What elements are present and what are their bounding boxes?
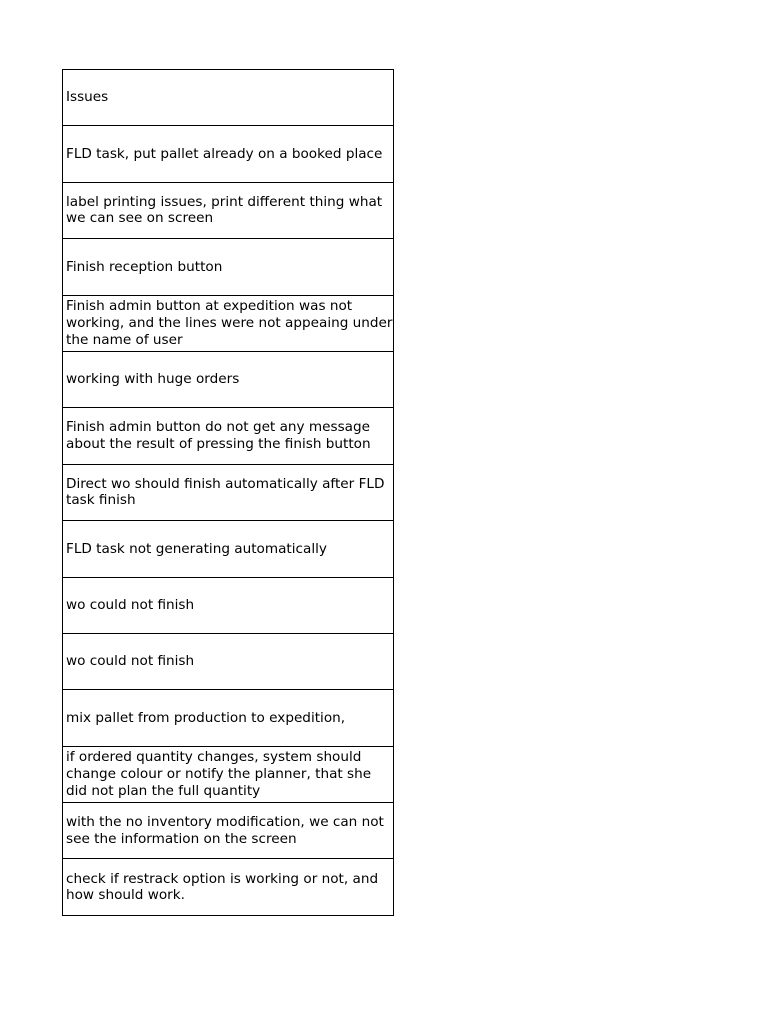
table-cell[interactable]: Direct wo should finish automatically after FLD task finish — [63, 464, 394, 520]
table-row — [63, 521, 394, 577]
table-row — [63, 859, 394, 915]
table-row — [63, 408, 394, 464]
table-row — [63, 577, 394, 633]
header-cell-issues[interactable]: Issues — [63, 70, 394, 126]
table-row — [63, 464, 394, 520]
table-row — [63, 746, 394, 802]
table-cell[interactable]: Finish admin button do not get any message about the result of pressing the finish button — [63, 408, 394, 464]
table-row — [63, 126, 394, 182]
table-row — [63, 182, 394, 238]
table-row — [63, 295, 394, 351]
table-cell[interactable]: Finish reception button — [63, 239, 394, 295]
table-cell[interactable]: check if restrack option is working or not, and how should work. — [63, 859, 394, 915]
table-row — [63, 690, 394, 746]
table-cell[interactable]: wo could not finish — [63, 577, 394, 633]
table-cell[interactable]: FLD task, put pallet already on a booked place — [63, 126, 394, 182]
issues-table — [62, 69, 394, 916]
table-cell[interactable]: with the no inventory modification, we can not see the information on the screen — [63, 803, 394, 859]
table-row-header — [63, 70, 394, 126]
table-row — [63, 633, 394, 689]
table-row — [63, 239, 394, 295]
table-cell[interactable]: Finish admin button at expedition was not working, and the lines were not appeaing under the name of user — [63, 295, 394, 351]
table-cell[interactable]: wo could not finish — [63, 633, 394, 689]
table-cell[interactable]: if ordered quantity changes, system should change colour or notify the planner, that she did not plan the full quantity — [63, 746, 394, 802]
table-cell[interactable]: mix pallet from production to expedition, — [63, 690, 394, 746]
table-row — [63, 803, 394, 859]
table-cell[interactable]: working with huge orders — [63, 351, 394, 407]
table-row — [63, 351, 394, 407]
table-cell[interactable]: FLD task not generating automatically — [63, 521, 394, 577]
table-cell[interactable]: label printing issues, print different thing what we can see on screen — [63, 182, 394, 238]
